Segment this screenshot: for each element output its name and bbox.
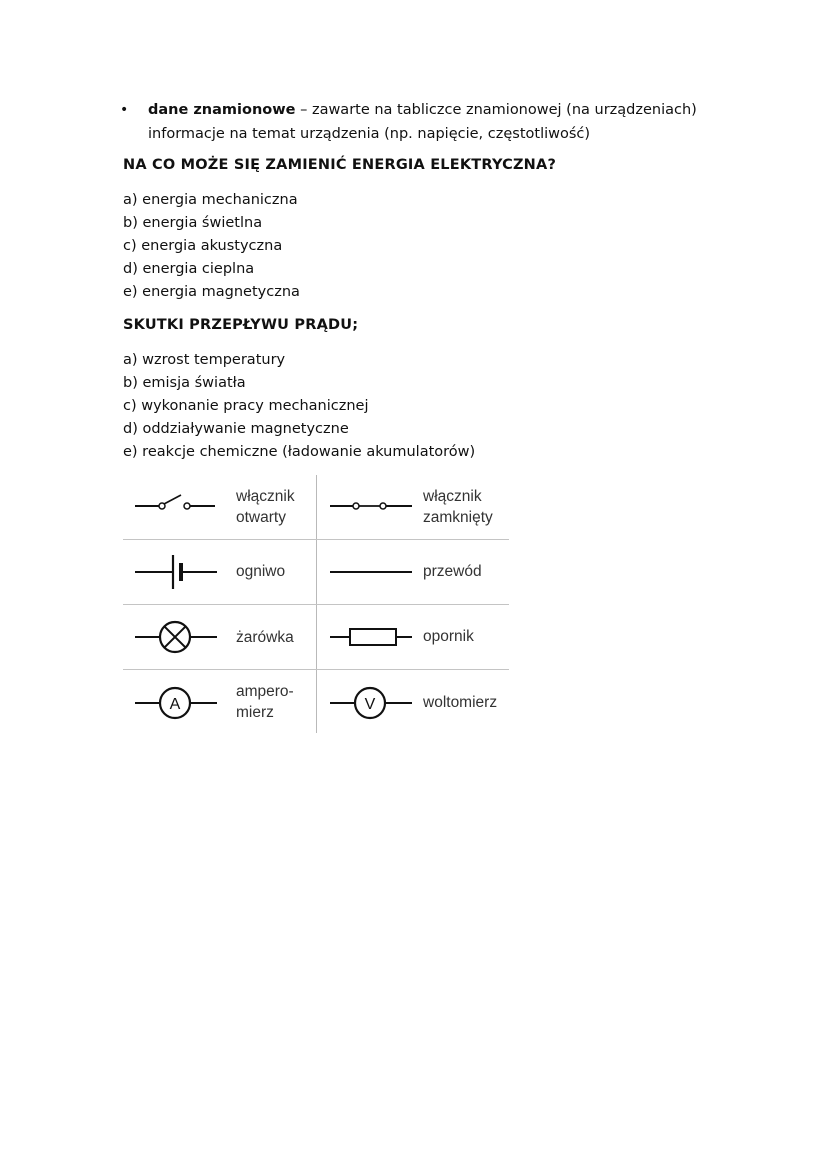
voltmeter-letter: V xyxy=(364,696,376,713)
table-divider xyxy=(123,539,509,540)
symbol-label-closed-switch xyxy=(423,486,493,528)
symbol-label-resistor: opornik xyxy=(423,628,474,645)
bullet-text xyxy=(148,98,720,146)
open-switch-icon xyxy=(133,486,219,526)
label-line: włącznik xyxy=(236,488,295,505)
bullet-term: dane znamionowe xyxy=(148,102,296,118)
symbol-label-voltmeter: woltomierz xyxy=(423,694,498,711)
list-item: e) reakcje chemiczne (ładowanie akumulatorów) xyxy=(123,444,476,460)
label-line: mierz xyxy=(236,704,274,721)
symbol-label-ammeter xyxy=(236,681,294,723)
circuit-symbols-table xyxy=(123,475,509,733)
bullet-line-2: informacje na temat urządzenia (np. napięcie, częstotliwość) xyxy=(148,126,591,142)
label-line: ampero- xyxy=(236,683,294,700)
bullet-marker: • xyxy=(120,102,129,118)
section-heading-current-effects: SKUTKI PRZEPŁYWU PRĄDU; xyxy=(123,317,359,333)
current-effects-list xyxy=(123,349,475,464)
symbol-label-wire: przewód xyxy=(423,563,482,580)
label-line: włącznik xyxy=(423,488,482,505)
label-line: zamknięty xyxy=(423,509,493,526)
bullet-item-ratings xyxy=(120,98,720,146)
energy-forms-list xyxy=(123,189,300,304)
list-item: a) energia mechaniczna xyxy=(123,192,298,208)
symbol-label-cell: ogniwo xyxy=(236,563,286,580)
list-item: b) emisja światła xyxy=(123,375,246,391)
closed-switch-icon xyxy=(328,486,414,526)
list-item: c) energia akustyczna xyxy=(123,238,283,254)
list-item: d) oddziaływanie magnetyczne xyxy=(123,421,349,437)
list-item: b) energia świetlna xyxy=(123,215,263,231)
bullet-line-1 xyxy=(148,98,720,122)
list-item: a) wzrost temperatury xyxy=(123,352,286,368)
ammeter-icon xyxy=(133,683,219,723)
voltmeter-icon xyxy=(328,683,414,723)
section-heading-energy-conversion: NA CO MOŻE SIĘ ZAMIENIĆ ENERGIA ELEKTRYCZNA? xyxy=(123,157,557,173)
symbol-label-open-switch xyxy=(236,486,295,528)
table-divider xyxy=(123,604,509,605)
label-line: otwarty xyxy=(236,509,286,526)
wire-icon xyxy=(328,552,414,592)
resistor-icon xyxy=(328,617,414,657)
list-item: c) wykonanie pracy mechanicznej xyxy=(123,398,369,414)
ammeter-letter: A xyxy=(169,696,181,713)
bullet-definition: – zawarte na tabliczce znamionowej (na urządzeniach) xyxy=(295,102,697,118)
table-divider xyxy=(123,669,509,670)
bulb-icon xyxy=(133,617,219,657)
list-item: d) energia cieplna xyxy=(123,261,255,277)
symbol-label-bulb: żarówka xyxy=(236,629,294,646)
list-item: e) energia magnetyczna xyxy=(123,284,300,300)
cell-icon xyxy=(133,552,219,592)
